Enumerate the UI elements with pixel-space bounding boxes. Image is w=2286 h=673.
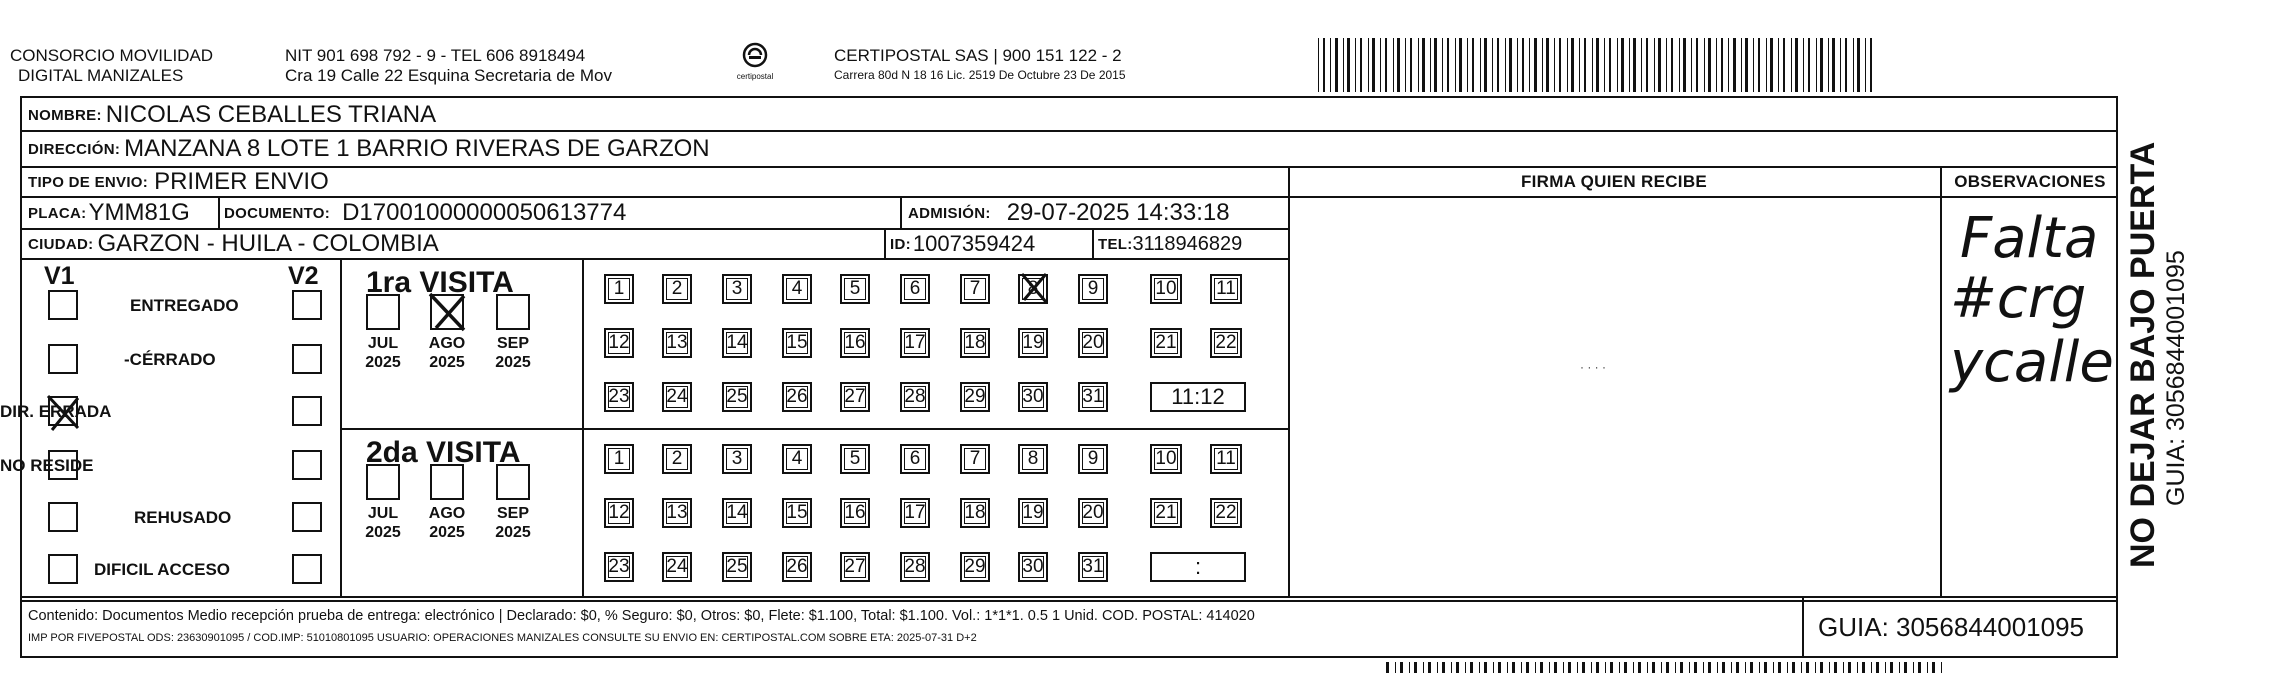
month-label: AGO 2025 <box>428 335 466 371</box>
month-checkbox[interactable] <box>430 464 464 500</box>
day-cell[interactable]: 7 <box>960 444 990 474</box>
v2-label: V2 <box>288 262 319 290</box>
visit-time-box[interactable]: 11:12 <box>1150 382 1246 412</box>
tipo-row: TIPO DE ENVIO: PRIMER ENVIO <box>28 168 329 195</box>
status-v2-checkbox[interactable] <box>292 396 322 426</box>
day-cell[interactable]: 13 <box>662 328 692 358</box>
documento-value: D17001000000050613774 <box>342 199 627 226</box>
company-nit: NIT 901 698 792 - 9 - TEL 606 8918494 Cra 19 Calle 22 Esquina Secretaria de Mov <box>285 46 612 85</box>
day-cell[interactable]: 24 <box>662 382 692 412</box>
month-label: JUL 2025 <box>365 505 401 541</box>
day-cell[interactable]: 16 <box>840 328 870 358</box>
month-label: AGO 2025 <box>428 505 466 541</box>
certipostal-logo-icon <box>740 42 770 68</box>
visit1-title: 1ra VISITA <box>366 266 514 299</box>
day-cell[interactable]: 21 <box>1150 498 1182 528</box>
day-cell[interactable]: 5 <box>840 274 870 304</box>
placa-value: YMM81G <box>88 199 190 226</box>
day-cell[interactable]: 22 <box>1210 498 1242 528</box>
day-cell[interactable]: 9 <box>1078 444 1108 474</box>
day-cell[interactable]: 18 <box>960 328 990 358</box>
status-option-label: NO RESIDE <box>0 456 94 475</box>
status-v2-checkbox[interactable] <box>292 450 322 480</box>
month-checkbox[interactable] <box>496 464 530 500</box>
day-cell[interactable]: 27 <box>840 382 870 412</box>
day-cell[interactable]: 7 <box>960 274 990 304</box>
status-v1-checkbox[interactable] <box>48 344 78 374</box>
footer-guia: GUIA: 3056844001095 <box>1818 612 2084 642</box>
admision-value: 29-07-2025 14:33:18 <box>1006 199 1230 226</box>
visit2-title: 2da VISITA <box>366 436 521 469</box>
nombre-row: NOMBRE: NICOLAS CEBALLES TRIANA <box>28 101 437 128</box>
visit-time-box[interactable]: : <box>1150 552 1246 582</box>
day-cell[interactable]: 17 <box>900 328 930 358</box>
day-cell[interactable]: 24 <box>662 552 692 582</box>
day-cell[interactable]: 14 <box>722 328 752 358</box>
observaciones-handwriting-2: #crg <box>1950 266 2087 331</box>
v1-label: V1 <box>44 262 75 290</box>
status-option-label: DIFICIL ACCESO <box>94 560 231 579</box>
check-x-icon <box>426 290 470 334</box>
status-option-label: DIR. ERRADA <box>0 402 112 421</box>
day-cell[interactable]: 1 <box>604 444 634 474</box>
day-cell[interactable]: 30 <box>1018 552 1048 582</box>
day-cell[interactable]: 31 <box>1078 552 1108 582</box>
company-name: CONSORCIO MOVILIDAD DIGITAL MANIZALES <box>10 46 214 85</box>
month-checkbox[interactable] <box>496 294 530 330</box>
observaciones-handwriting-3: ycalle <box>1950 330 2114 395</box>
observaciones-handwriting-1: Falta <box>1960 206 2099 271</box>
signature-marks: · · · · <box>1580 360 1606 374</box>
status-v1-checkbox[interactable] <box>48 290 78 320</box>
day-cell[interactable]: 18 <box>960 498 990 528</box>
day-cell[interactable]: 8 <box>1018 274 1048 304</box>
placa-row: PLACA: YMM81G <box>28 199 190 226</box>
status-v2-checkbox[interactable] <box>292 344 322 374</box>
day-cell[interactable]: 25 <box>722 552 752 582</box>
day-cell[interactable]: 2 <box>662 274 692 304</box>
month-label: SEP 2025 <box>495 335 531 371</box>
day-cell[interactable]: 17 <box>900 498 930 528</box>
side-no-dejar: NO DEJAR BAJO PUERTA <box>2124 141 2162 568</box>
month-label: JUL 2025 <box>365 335 401 371</box>
day-cell[interactable]: 4 <box>782 274 812 304</box>
day-cell[interactable]: 11 <box>1210 444 1242 474</box>
month-checkbox[interactable] <box>366 464 400 500</box>
check-x-icon <box>1016 270 1052 306</box>
day-cell[interactable]: 15 <box>782 328 812 358</box>
day-cell[interactable]: 23 <box>604 382 634 412</box>
day-cell[interactable]: 20 <box>1078 328 1108 358</box>
day-cell[interactable]: 14 <box>722 498 752 528</box>
day-cell[interactable]: 19 <box>1018 498 1048 528</box>
status-option-label: REHUSADO <box>134 508 232 527</box>
day-cell[interactable]: 6 <box>900 274 930 304</box>
side-guia: GUIA: 3056844001095 <box>2162 250 2190 506</box>
day-cell[interactable]: 4 <box>782 444 812 474</box>
observaciones-label: OBSERVACIONES <box>1954 172 2106 191</box>
day-cell[interactable]: 9 <box>1078 274 1108 304</box>
day-cell[interactable]: 30 <box>1018 382 1048 412</box>
day-cell[interactable]: 16 <box>840 498 870 528</box>
documento-row: DOCUMENTO: D17001000000050613774 <box>224 199 627 226</box>
barcode-top <box>1318 38 1878 92</box>
footer-imp: IMP POR FIVEPOSTAL ODS: 23630901095 / COD.IMP: 51010801095 USUARIO: OPERACIONES MANIZALES CONSULTE SU ENVIO EN: CERTIPOSTAL.COM SOBRE ETA: 2025-07-31 D+2 <box>28 632 977 644</box>
status-option-label: ENTREGADO <box>130 296 239 315</box>
day-cell[interactable]: 3 <box>722 444 752 474</box>
day-cell[interactable]: 25 <box>722 382 752 412</box>
firma-label: FIRMA QUIEN RECIBE <box>1520 172 1708 191</box>
day-cell[interactable]: 26 <box>782 552 812 582</box>
direccion-row: DIRECCIÓN: MANZANA 8 LOTE 1 BARRIO RIVERAS DE GARZON <box>28 135 710 162</box>
carrier-info: CERTIPOSTAL SAS | 900 151 122 - 2 Carrera 80d N 18 16 Lic. 2519 De Octubre 23 De 2015 <box>834 46 1126 82</box>
status-v2-checkbox[interactable] <box>292 554 322 584</box>
day-cell[interactable]: 1 <box>604 274 634 304</box>
day-cell[interactable]: 20 <box>1078 498 1108 528</box>
day-cell[interactable]: 21 <box>1150 328 1182 358</box>
tipo-value: PRIMER ENVIO <box>154 168 329 195</box>
status-v1-checkbox[interactable] <box>48 502 78 532</box>
status-option-label: -CÉRRADO <box>124 350 216 369</box>
id-row: ID: 1007359424 <box>890 231 1036 256</box>
day-cell[interactable]: 19 <box>1018 328 1048 358</box>
ciudad-row: CIUDAD: GARZON - HUILA - COLOMBIA <box>28 230 439 257</box>
day-cell[interactable]: 8 <box>1018 444 1048 474</box>
direccion-value: MANZANA 8 LOTE 1 BARRIO RIVERAS DE GARZON <box>124 135 710 162</box>
day-cell[interactable]: 3 <box>722 274 752 304</box>
month-checkbox[interactable] <box>366 294 400 330</box>
day-cell[interactable]: 27 <box>840 552 870 582</box>
day-cell[interactable]: 12 <box>604 328 634 358</box>
day-cell[interactable]: 12 <box>604 498 634 528</box>
nombre-value: NICOLAS CEBALLES TRIANA <box>105 101 437 128</box>
footer-contenido: Contenido: Documentos Medio recepción prueba de entrega: electrónico | Declarado: $0, % Seguro: $0, Otros: $0, Flete: $1.100, Total: $1.100. Vol.: 1*1*1. 0.5 1 Unid. COD. POSTAL: 414020 <box>28 608 1255 624</box>
day-cell[interactable]: 11 <box>1210 274 1242 304</box>
day-cell[interactable]: 29 <box>960 382 990 412</box>
certipostal-logo: certipostal <box>728 42 782 81</box>
status-v2-checkbox[interactable] <box>292 502 322 532</box>
admision-row: ADMISIÓN: 29-07-2025 14:33:18 <box>908 199 1230 226</box>
day-cell[interactable]: 28 <box>900 382 930 412</box>
day-cell[interactable]: 10 <box>1150 274 1182 304</box>
day-cell[interactable]: 6 <box>900 444 930 474</box>
day-cell[interactable]: 31 <box>1078 382 1108 412</box>
day-cell[interactable]: 15 <box>782 498 812 528</box>
month-label: SEP 2025 <box>495 505 531 541</box>
day-cell[interactable]: 26 <box>782 382 812 412</box>
tel-row: TEL: 3118946829 <box>1098 232 1243 255</box>
day-cell[interactable]: 13 <box>662 498 692 528</box>
day-cell[interactable]: 2 <box>662 444 692 474</box>
status-v1-checkbox[interactable] <box>48 554 78 584</box>
barcode-bottom <box>1386 662 2086 673</box>
day-cell[interactable]: 29 <box>960 552 990 582</box>
id-value: 1007359424 <box>912 231 1036 256</box>
ciudad-value: GARZON - HUILA - COLOMBIA <box>97 230 439 257</box>
day-cell[interactable]: 10 <box>1150 444 1182 474</box>
tel-value: 3118946829 <box>1132 232 1243 255</box>
day-cell[interactable]: 22 <box>1210 328 1242 358</box>
day-cell[interactable]: 28 <box>900 552 930 582</box>
day-cell[interactable]: 5 <box>840 444 870 474</box>
day-cell[interactable]: 23 <box>604 552 634 582</box>
status-v2-checkbox[interactable] <box>292 290 322 320</box>
